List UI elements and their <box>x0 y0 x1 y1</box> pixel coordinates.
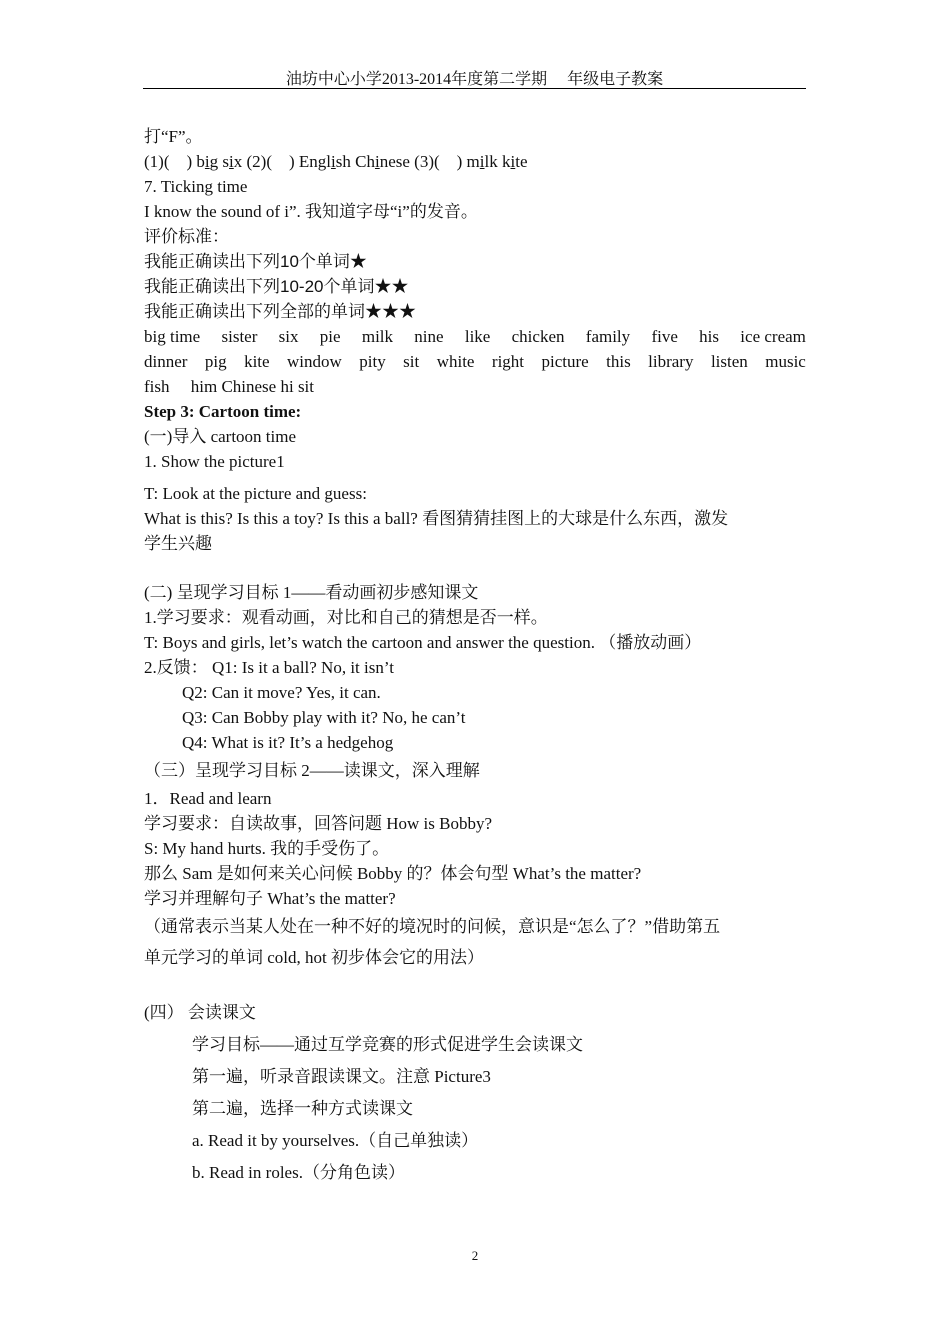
text-line: What is this? Is this a toy? Is this a ball? 看图猜猜挂图上的大球是什么东西，激发 <box>144 509 729 528</box>
text-line: 1．Read and learn <box>144 789 272 808</box>
text-line: T: Look at the picture and guess: <box>144 484 367 503</box>
criteria-line-3: 我能正确读出下列全部的单词★★★ <box>144 302 416 321</box>
text-line: T: Boys and girls, let’s watch the cartoon and answer the question. （播放动画） <box>144 633 702 652</box>
section-heading: (四） 会读课文 <box>144 1003 256 1022</box>
text-line: 7. Ticking time <box>144 177 248 196</box>
word-list-line-1: big time sister six pie milk nine like chicken family five his ice cream <box>144 327 806 346</box>
section-heading: （三）呈现学习目标 2——读课文，深入理解 <box>144 761 480 780</box>
text-line: 第一遍，听录音跟读课文。注意 Picture3 <box>192 1067 491 1086</box>
text-line: I know the sound of i”. 我知道字母“i”的发音。 <box>144 202 478 221</box>
phonics-exercise-line: (1)( ) big six (2)( ) English Chinese (3)( ) milk kite <box>144 152 528 171</box>
text-line: 评价标准： <box>144 227 229 246</box>
text-line: Q4: What is it? It’s a hedgehog <box>182 733 394 752</box>
text-line: (一)导入 cartoon time <box>144 427 297 446</box>
text-line: 1.学习要求：观看动画，对比和自己的猜想是否一样。 <box>144 608 548 627</box>
page-header: 油坊中心小学2013-2014年度第二学期 年级电子教案 <box>143 66 806 89</box>
criteria-line-1: 我能正确读出下列10个单词★ <box>144 252 367 271</box>
text-line: 学习并理解句子 What’s the matter? <box>144 889 396 908</box>
text-line: b. Read in roles.（分角色读） <box>192 1163 405 1182</box>
text-line: S: My hand hurts. 我的手受伤了。 <box>144 839 390 858</box>
text-line: 学习目标——通过互学竞赛的形式促进学生会读课文 <box>192 1035 583 1054</box>
text-line: Q2: Can it move? Yes, it can. <box>182 683 381 702</box>
section-heading: (二) 呈现学习目标 1——看动画初步感知课文 <box>144 583 479 602</box>
text-line: 1. Show the picture1 <box>144 452 285 471</box>
text-line: a. Read it by yourselves.（自己单独读） <box>192 1131 479 1150</box>
text-line: （通常表示当某人处在一种不好的境况时的问候，意识是“怎么了？”借助第五 <box>144 917 721 936</box>
text-line: 单元学习的单词 cold, hot 初步体会它的用法） <box>144 948 484 967</box>
text-line: 学习要求：自读故事，回答问题 How is Bobby? <box>144 814 493 833</box>
text-line: 第二遍，选择一种方式读课文 <box>192 1099 413 1118</box>
document-body <box>144 124 806 1189</box>
text-line: 那么 Sam 是如何来关心问候 Bobby 的？体会句型 What’s the matter? <box>144 864 642 883</box>
word-list-line-2: dinner pig kite window pity sit white right picture this library listen music <box>144 352 806 371</box>
text-line: 2.反馈： Q1: Is it a ball? No, it isn’t <box>144 658 394 677</box>
step-heading: Step 3: Cartoon time: <box>144 402 302 421</box>
text-line: Q3: Can Bobby play with it? No, he can’t <box>182 708 466 727</box>
word-list-line-3: fish him Chinese hi sit <box>144 377 314 396</box>
page-number: 2 <box>471 1248 479 1263</box>
text-line: 学生兴趣 <box>144 534 212 553</box>
criteria-line-2: 我能正确读出下列10-20个单词★★ <box>144 277 409 296</box>
text-line: 打“F”。 <box>144 127 203 146</box>
